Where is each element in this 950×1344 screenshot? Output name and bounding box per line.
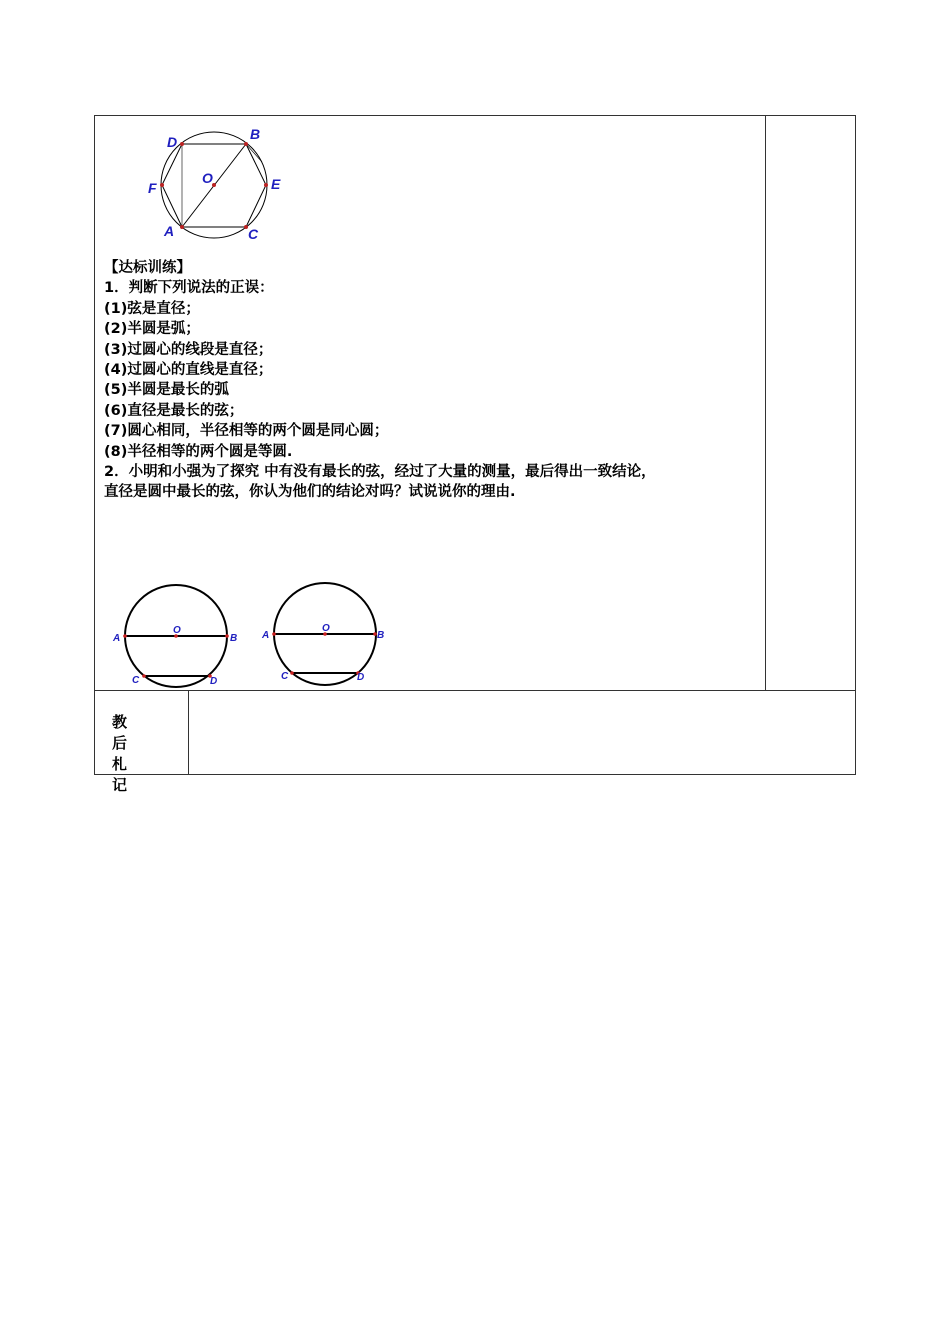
fig2-label-D: D (357, 672, 365, 683)
label-A: A (164, 223, 175, 239)
statement-2: (2)半圆是弧； (104, 321, 200, 338)
label-D: D (167, 134, 178, 150)
footer-label-line2: 札记 (112, 755, 146, 794)
fig1-label-D: D (210, 676, 218, 687)
section-title: 【达标训练】 (104, 260, 191, 276)
label-O: O (202, 170, 213, 186)
label-C: C (248, 226, 259, 242)
fig1-label-O: O (173, 625, 181, 636)
circle-figure-1 (108, 580, 248, 690)
question-1: 1．判断下列说法的正误： (104, 280, 274, 297)
exercise-content (104, 258, 759, 503)
statement-5: (5)半圆是最长的弧 (104, 382, 229, 399)
table-divider-footer (188, 690, 189, 775)
hexagon-circle-figure (140, 124, 290, 246)
circle-figure-2 (258, 580, 398, 690)
question-2-continued: 直径是圆中最长的弦，你认为他们的结论对吗？试说说你的理由. (104, 484, 516, 501)
question-2: 2．小明和小强为了探究 中有没有最长的弦，经过了大量的测量，最后得出一致结论， (104, 464, 656, 481)
fig2-label-B: B (377, 630, 385, 641)
statement-8: (8)半径相等的两个圆是等圆. (104, 443, 293, 460)
statement-1: (1)弦是直径； (104, 300, 200, 317)
statement-6: (6)直径是最长的弦； (104, 402, 244, 419)
table-divider-row (94, 690, 856, 691)
fig2-label-C: C (281, 671, 289, 682)
statement-3: (3)过圆心的线段是直径； (104, 341, 273, 358)
statement-7: (7)圆心相同，半径相等的两个圆是同心圆； (104, 423, 389, 440)
footer-label (112, 712, 176, 796)
fig2-label-A: A (262, 630, 270, 641)
fig2-label-O: O (322, 623, 330, 634)
statement-4: (4)过圆心的直线是直径； (104, 362, 273, 379)
footer-label-line1: 教后 (112, 713, 146, 752)
fig1-label-A: A (113, 633, 121, 644)
label-B: B (250, 126, 261, 142)
label-E: E (271, 176, 281, 192)
fig1-label-C: C (132, 675, 140, 686)
table-divider-right (765, 115, 766, 691)
label-F: F (148, 180, 157, 196)
fig1-label-B: B (230, 633, 238, 644)
